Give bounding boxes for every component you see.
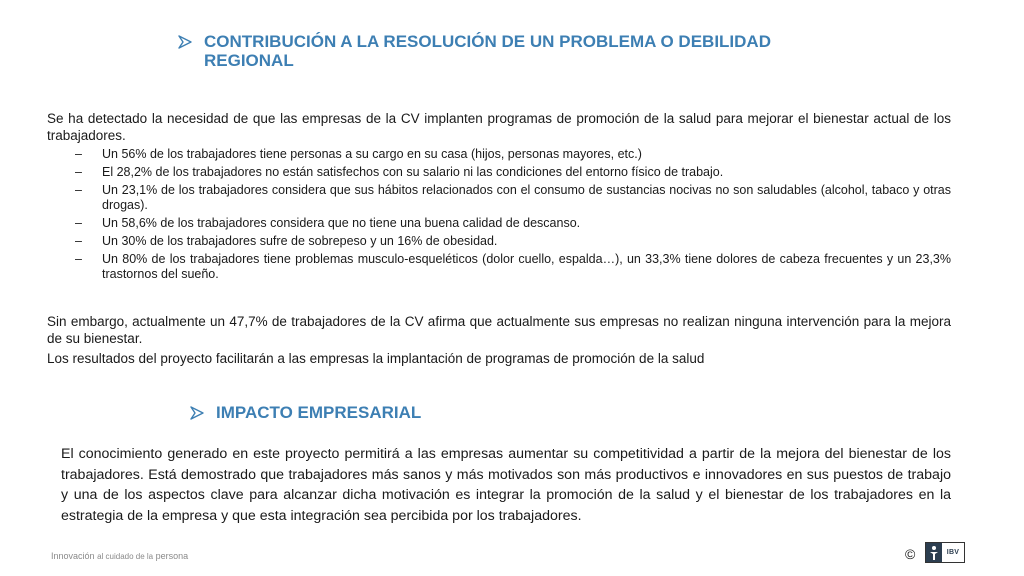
section-heading-contribution <box>178 32 798 70</box>
dash-icon: – <box>75 216 82 230</box>
however-paragraph: Sin embargo, actualmente un 47,7% de trabajadores de la CV afirma que actualmente sus empresas no realizan ninguna intervención para la mejora de su bienestar. <box>47 314 951 346</box>
list-item <box>75 147 951 162</box>
copyright-symbol: © <box>905 546 916 562</box>
list-item-text: Un 23,1% de los trabajadores considera que sus hábitos relacionados con el consumo de sustancias nocivas no son saludables (alcohol, tabaco y otras drogas). <box>102 183 951 212</box>
list-item-text: Un 58,6% de los trabajadores considera que no tiene una buena calidad de descanso. <box>102 216 581 230</box>
list-item-text: Un 56% de los trabajadores tiene personas a su cargo en su casa (hijos, personas mayores, etc.) <box>102 147 642 161</box>
list-item-text: El 28,2% de los trabajadores no están satisfechos con su salario ni las condiciones del entorno físico de trabajo. <box>102 165 724 179</box>
list-item <box>75 234 951 249</box>
section-heading-text: CONTRIBUCIÓN A LA RESOLUCIÓN DE UN PROBLEMA O DEBILIDAD REGIONAL <box>204 32 771 70</box>
list-item <box>75 252 951 282</box>
ibv-logo <box>925 542 965 563</box>
dash-icon: – <box>75 252 82 266</box>
person-icon <box>926 543 942 562</box>
tagline-part: Innovación <box>51 551 95 561</box>
intro-paragraph: Se ha detectado la necesidad de que las empresas de la CV implanten programas de promoción de la salud para mejorar el bienestar actual de los trabajadores. <box>47 111 951 143</box>
tagline-part: al cuidado de la <box>97 552 154 561</box>
tagline-part: persona <box>155 551 189 561</box>
dash-icon: – <box>75 234 82 248</box>
dash-icon: – <box>75 183 82 197</box>
results-paragraph: Los resultados del proyecto facilitarán a las empresas la implantación de programas de promoción de la salud <box>47 351 705 366</box>
impact-paragraph: El conocimiento generado en este proyecto permitirá a las empresas aumentar su competitividad a partir de la mejora del bienestar de los trabajadores. Está demostrado que trabajadores más sanos y más motivados son más productivos e innovadores en sus puestos de trabajo y una de los aspectos clave para alcanzar dicha motivación es integrar la promoción de la salud y el bienestar de los trabajadores en la estrategia de la empresa y que esta integración sea percibida por los trabajadores. <box>61 446 951 524</box>
logo-text: IBV <box>946 549 960 556</box>
list-item <box>75 183 951 213</box>
list-item <box>75 165 951 180</box>
section-heading-impact <box>190 403 590 422</box>
dash-icon: – <box>75 165 82 179</box>
list-item <box>75 216 951 231</box>
arrowhead-icon <box>178 32 204 51</box>
section-heading-text: IMPACTO EMPRESARIAL <box>216 403 422 422</box>
list-item-text: Un 30% de los trabajadores sufre de sobrepeso y un 16% de obesidad. <box>102 234 498 248</box>
arrowhead-icon <box>190 403 216 422</box>
footer-tagline <box>51 551 188 561</box>
dash-icon: – <box>75 147 82 161</box>
list-item-text: Un 80% de los trabajadores tiene problemas musculo-esqueléticos (dolor cuello, espalda…), un 33,3% tiene dolores de cabeza frecuentes y un 23,3% trastornos del sueño. <box>102 252 951 281</box>
stats-list <box>75 147 951 285</box>
